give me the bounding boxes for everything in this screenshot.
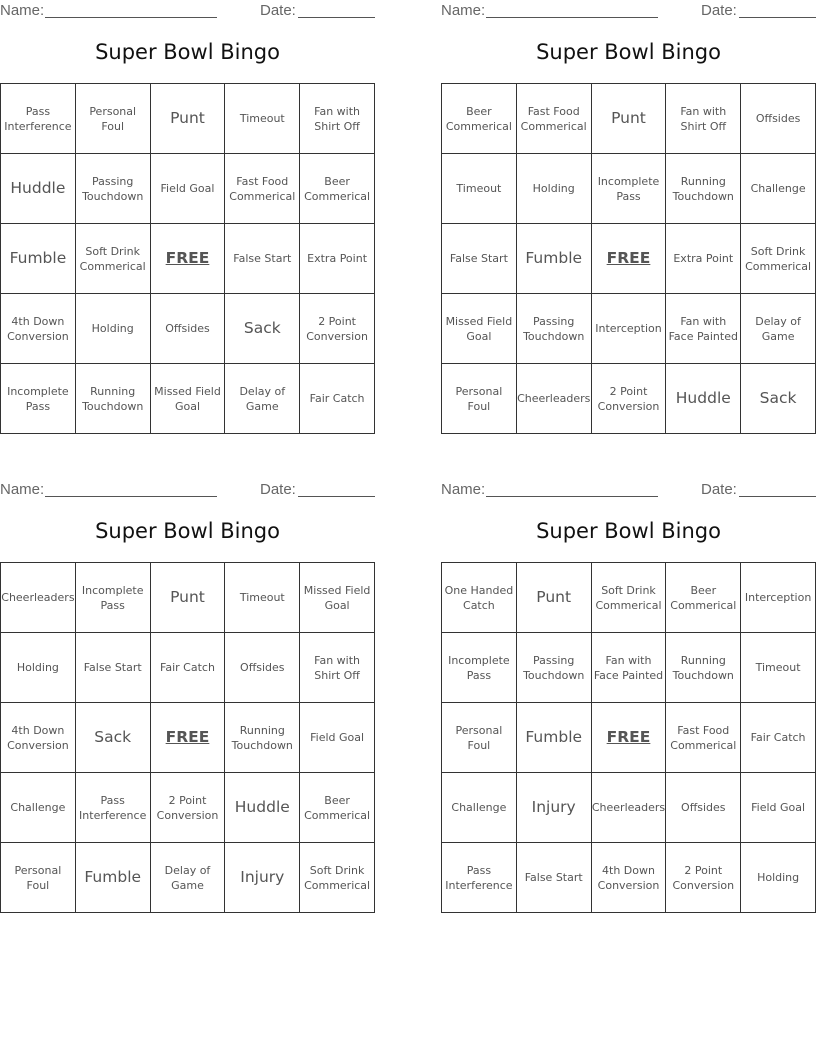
bingo-cell: 2 Point Conversion (300, 294, 375, 364)
bingo-cell: Challenge (442, 773, 517, 843)
bingo-cell: Extra Point (300, 224, 375, 294)
bingo-cell: Huddle (225, 773, 300, 843)
bingo-grid (441, 83, 816, 434)
bingo-cell: Soft Drink Commerical (592, 563, 667, 633)
card-title: Super Bowl Bingo (536, 40, 721, 64)
bingo-cell: Field Goal (741, 773, 816, 843)
bingo-cell: Missed Field Goal (151, 364, 226, 434)
bingo-cell: Field Goal (151, 154, 226, 224)
bingo-cell: One Handed Catch (442, 563, 517, 633)
free-space: FREE (592, 703, 667, 773)
bingo-card (0, 479, 375, 913)
date-label: Date: (701, 481, 737, 498)
name-field[interactable] (486, 496, 658, 497)
bingo-cell: Pass Interference (76, 773, 151, 843)
bingo-cell: Personal Foul (76, 84, 151, 154)
bingo-card (0, 0, 375, 434)
date-field[interactable] (298, 17, 375, 18)
bingo-cell: Punt (517, 563, 592, 633)
bingo-cell: Interception (741, 563, 816, 633)
name-date-header (0, 479, 375, 501)
bingo-grid (0, 562, 375, 913)
bingo-cell: Offsides (666, 773, 741, 843)
bingo-cell: Offsides (741, 84, 816, 154)
name-label: Name: (441, 481, 486, 498)
bingo-cell: Fumble (517, 224, 592, 294)
bingo-cell: Personal Foul (442, 703, 517, 773)
bingo-cell: Fast Food Commerical (225, 154, 300, 224)
bingo-cell: Sack (76, 703, 151, 773)
bingo-card (441, 479, 816, 913)
bingo-cell: Punt (151, 84, 226, 154)
bingo-cell: Injury (517, 773, 592, 843)
name-date-header (0, 0, 375, 22)
bingo-cell: Offsides (225, 633, 300, 703)
bingo-cell: Challenge (1, 773, 76, 843)
bingo-cell: Running Touchdown (666, 633, 741, 703)
bingo-cell: Fumble (517, 703, 592, 773)
bingo-cell: Incomplete Pass (1, 364, 76, 434)
bingo-cell: Pass Interference (1, 84, 76, 154)
bingo-cell: Fast Food Commerical (517, 84, 592, 154)
bingo-cell: Cheerleaders (1, 563, 76, 633)
name-field[interactable] (486, 17, 658, 18)
card-title: Super Bowl Bingo (536, 519, 721, 543)
bingo-cell: Soft Drink Commerical (76, 224, 151, 294)
bingo-cell: Cheerleaders (517, 364, 592, 434)
free-space: FREE (151, 703, 226, 773)
bingo-cell: Injury (225, 843, 300, 913)
bingo-cell: Fan with Shirt Off (666, 84, 741, 154)
date-field[interactable] (739, 496, 816, 497)
date-label: Date: (701, 2, 737, 19)
bingo-cell: Fair Catch (741, 703, 816, 773)
bingo-cell: Holding (1, 633, 76, 703)
bingo-cell: Cheerleaders (592, 773, 667, 843)
bingo-cell: Holding (76, 294, 151, 364)
bingo-cell: 4th Down Conversion (1, 294, 76, 364)
bingo-cell: Timeout (225, 84, 300, 154)
name-label: Name: (441, 2, 486, 19)
bingo-cell: Fair Catch (300, 364, 375, 434)
bingo-cell: Timeout (225, 563, 300, 633)
bingo-cell: Offsides (151, 294, 226, 364)
card-title: Super Bowl Bingo (95, 40, 280, 64)
bingo-cell: Incomplete Pass (76, 563, 151, 633)
bingo-cell: Fast Food Commerical (666, 703, 741, 773)
bingo-cell: Sack (741, 364, 816, 434)
bingo-cell: Personal Foul (1, 843, 76, 913)
bingo-cell: 2 Point Conversion (151, 773, 226, 843)
date-label: Date: (260, 481, 296, 498)
free-space: FREE (592, 224, 667, 294)
bingo-cell: Beer Commerical (442, 84, 517, 154)
bingo-cell: Huddle (1, 154, 76, 224)
bingo-cell: Sack (225, 294, 300, 364)
bingo-cell: False Start (442, 224, 517, 294)
bingo-cell: Fan with Face Painted (592, 633, 667, 703)
bingo-cell: Personal Foul (442, 364, 517, 434)
bingo-cell: 2 Point Conversion (666, 843, 741, 913)
bingo-cell: Beer Commerical (300, 773, 375, 843)
bingo-cell: Passing Touchdown (76, 154, 151, 224)
bingo-grid (0, 83, 375, 434)
name-date-header (441, 479, 816, 501)
bingo-cell: Incomplete Pass (592, 154, 667, 224)
bingo-cell: Soft Drink Commerical (741, 224, 816, 294)
bingo-cell: Fumble (1, 224, 76, 294)
bingo-cell: Running Touchdown (225, 703, 300, 773)
bingo-cell: Delay of Game (741, 294, 816, 364)
bingo-cell: Missed Field Goal (300, 563, 375, 633)
bingo-cell: Field Goal (300, 703, 375, 773)
bingo-cell: Incomplete Pass (442, 633, 517, 703)
bingo-cell: Missed Field Goal (442, 294, 517, 364)
bingo-cell: Delay of Game (151, 843, 226, 913)
date-label: Date: (260, 2, 296, 19)
bingo-cell: Passing Touchdown (517, 633, 592, 703)
bingo-card (441, 0, 816, 434)
name-field[interactable] (45, 17, 217, 18)
bingo-grid (441, 562, 816, 913)
bingo-cell: Fan with Face Painted (666, 294, 741, 364)
bingo-cell: Holding (741, 843, 816, 913)
bingo-cell: Punt (592, 84, 667, 154)
bingo-cell: 2 Point Conversion (592, 364, 667, 434)
free-space: FREE (151, 224, 226, 294)
bingo-cell: Huddle (666, 364, 741, 434)
bingo-cell: 4th Down Conversion (592, 843, 667, 913)
bingo-cell: Timeout (442, 154, 517, 224)
bingo-cell: Fair Catch (151, 633, 226, 703)
bingo-cell: Fumble (76, 843, 151, 913)
bingo-cell: Running Touchdown (666, 154, 741, 224)
bingo-cell: False Start (76, 633, 151, 703)
bingo-cell: Beer Commerical (666, 563, 741, 633)
bingo-cell: Fan with Shirt Off (300, 633, 375, 703)
bingo-cell: Soft Drink Commerical (300, 843, 375, 913)
bingo-cell: Extra Point (666, 224, 741, 294)
bingo-cell: False Start (225, 224, 300, 294)
name-label: Name: (0, 481, 45, 498)
bingo-cell: Running Touchdown (76, 364, 151, 434)
bingo-cell: Beer Commerical (300, 154, 375, 224)
name-date-header (441, 0, 816, 22)
bingo-cell: Punt (151, 563, 226, 633)
bingo-cell: Fan with Shirt Off (300, 84, 375, 154)
bingo-cell: 4th Down Conversion (1, 703, 76, 773)
bingo-cell: Timeout (741, 633, 816, 703)
bingo-cell: Delay of Game (225, 364, 300, 434)
bingo-cell: Holding (517, 154, 592, 224)
bingo-cell: Interception (592, 294, 667, 364)
bingo-cell: Passing Touchdown (517, 294, 592, 364)
bingo-cell: False Start (517, 843, 592, 913)
bingo-cell: Pass Interference (442, 843, 517, 913)
name-label: Name: (0, 2, 45, 19)
date-field[interactable] (739, 17, 816, 18)
date-field[interactable] (298, 496, 375, 497)
bingo-cell: Challenge (741, 154, 816, 224)
name-field[interactable] (45, 496, 217, 497)
card-title: Super Bowl Bingo (95, 519, 280, 543)
